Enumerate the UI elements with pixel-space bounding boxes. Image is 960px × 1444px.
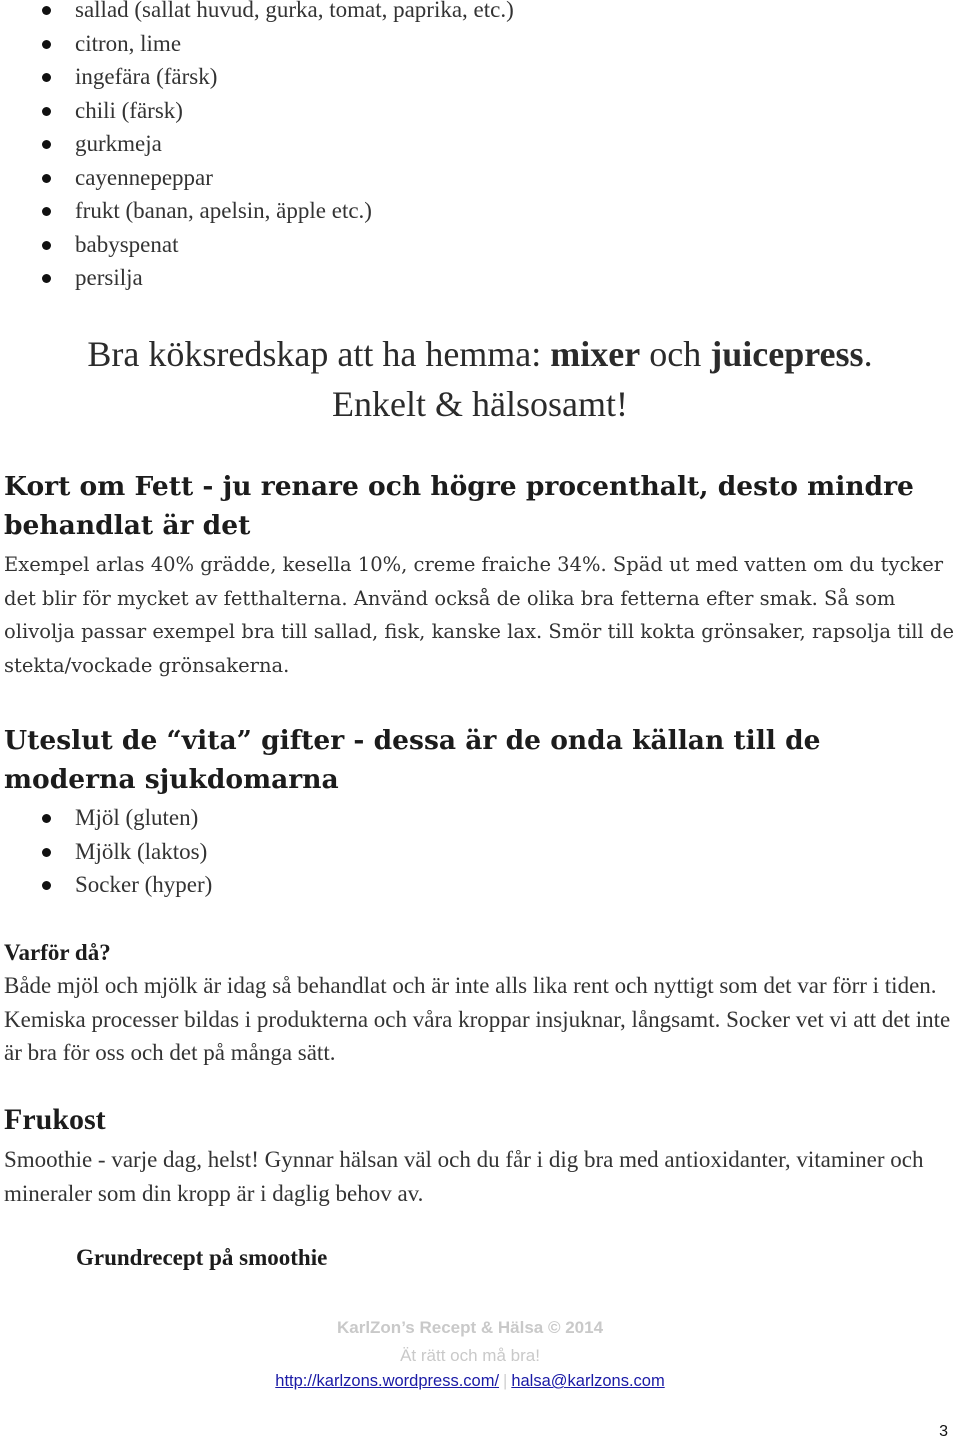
tagline-line1	[0, 330, 960, 378]
list-item: frukt (banan, apelsin, äpple etc.)	[0, 194, 514, 228]
tagline-line2: Enkelt & hälsosamt!	[332, 384, 628, 424]
list-item: babyspenat	[0, 228, 514, 262]
ingredient-list	[0, 0, 514, 295]
email-link[interactable]: halsa@karlzons.com	[511, 1372, 665, 1390]
fett-heading: Kort om Fett - ju renare och högre procenthalt, desto mindre behandlat är det	[4, 471, 914, 541]
list-item: ingefära (färsk)	[0, 60, 514, 94]
tagline-text: Bra köksredskap att ha hemma:	[87, 334, 551, 374]
frukost-heading: Frukost	[4, 1103, 106, 1136]
tagline-period: .	[863, 334, 873, 374]
list-item: persilja	[0, 261, 514, 295]
tagline-mixer: mixer	[550, 334, 641, 374]
list-item: cayennepeppar	[0, 161, 514, 195]
blog-link[interactable]: http://karlzons.wordpress.com/	[275, 1372, 500, 1390]
list-item: citron, lime	[0, 27, 514, 61]
tagline-och: och	[640, 334, 711, 374]
vita-list	[0, 801, 212, 902]
list-item: Mjölk (laktos)	[0, 835, 212, 869]
tagline-juicepress: juicepress	[710, 334, 864, 374]
footer-links	[0, 1372, 940, 1391]
frukost-paragraph: Smoothie - varje dag, helst! Gynnar hälsan väl och du får i dig bra med antioxidanter, vitaminer och mineraler som din kropp är i daglig behov av.	[4, 1147, 924, 1206]
varfor-heading: Varför då?	[4, 940, 111, 965]
list-item: chili (färsk)	[0, 94, 514, 128]
vita-heading: Uteslut de “vita” gifter - dessa är de onda källan till de moderna sjukdomarna	[4, 725, 821, 795]
page-number: 3	[939, 1423, 948, 1440]
footer-slogan: Ät rätt och må bra!	[400, 1346, 540, 1365]
recept-subheading: Grundrecept på smoothie	[76, 1245, 328, 1270]
list-item: sallad (sallat huvud, gurka, tomat, paprika, etc.)	[0, 0, 514, 27]
footer-separator: |	[503, 1372, 508, 1390]
fett-paragraph: Exempel arlas 40% grädde, kesella 10%, creme fraiche 34%. Späd ut med vatten om du tycker det blir för mycket av fetthalterna. Använd också de olika bra fetterna efter smak. Så som olivolja passar exempel bra till sallad, fisk, kanske lax. Smör till kokta grönsaker, rapsolja till de stekta/vockade grönsakerna.	[4, 553, 955, 677]
list-item: gurkmeja	[0, 127, 514, 161]
list-item: Mjöl (gluten)	[0, 801, 212, 835]
varfor-paragraph: Både mjöl och mjölk är idag så behandlat och är inte alls lika rent och nyttigt som det var förr i tiden. Kemiska processer bildas i produkterna och våra kroppar insjuknar, långsamt. Socker vet vi att det inte är bra för oss och det på många sätt.	[4, 973, 951, 1065]
footer-copyright: KarlZon’s Recept & Hälsa © 2014	[336, 1318, 604, 1337]
list-item: Socker (hyper)	[0, 868, 212, 902]
